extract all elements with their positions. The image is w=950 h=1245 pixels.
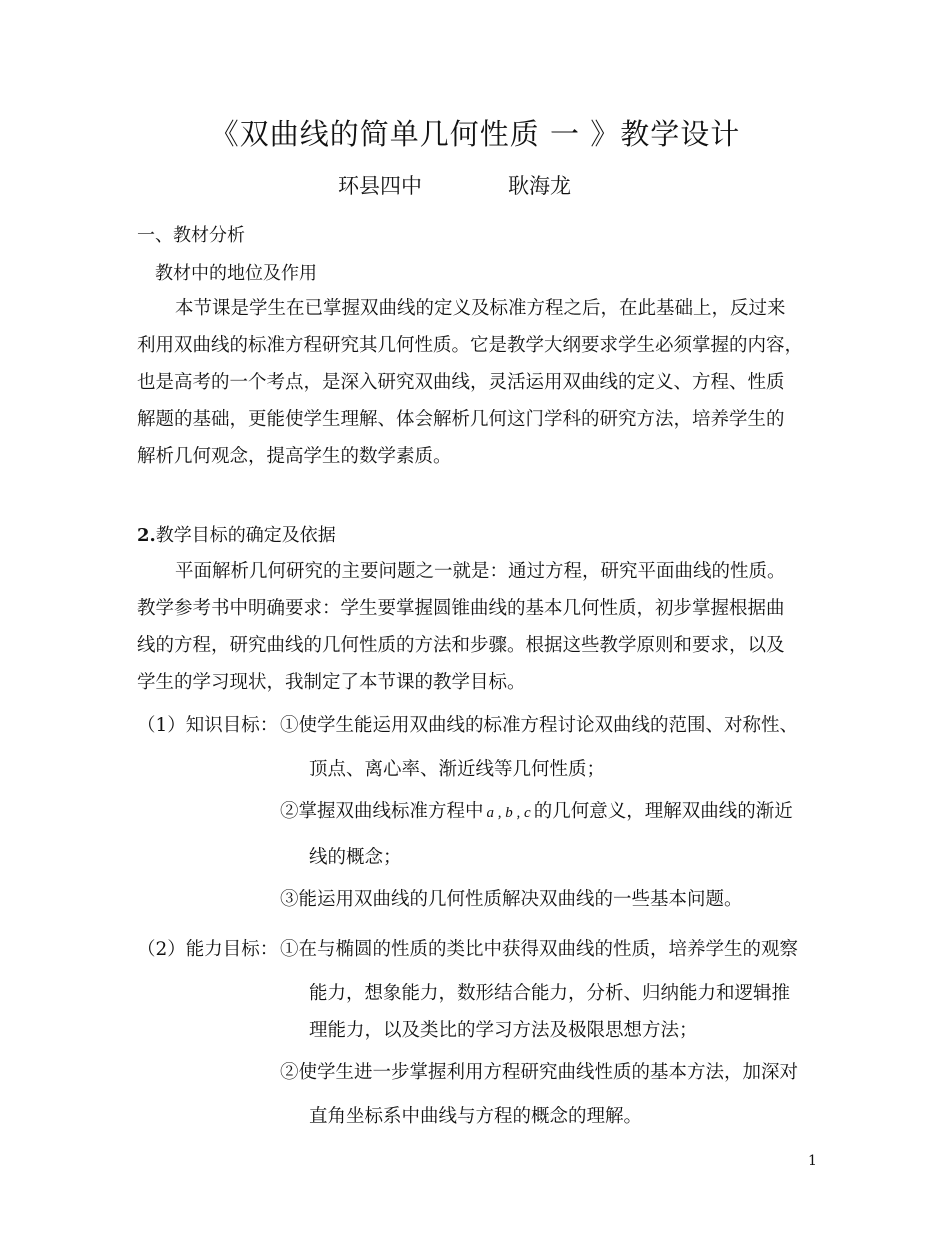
knowledge-goal-label: （1）知识目标： <box>137 715 279 736</box>
section1-para-line: 解析几何观念，提高学生的数学素质。 <box>137 446 452 467</box>
ability-goal-item-cont: 能力，想象能力，数形结合能力，分析、归纳能力和逻辑推 <box>309 983 791 1004</box>
section1-para-line: 本节课是学生在已掌握双曲线的定义及标准方程之后，在此基础上，反过来 <box>175 298 786 319</box>
section1-para-line: 也是高考的一个考点，是深入研究双曲线，灵活运用双曲线的定义、方程、性质 <box>137 372 785 393</box>
knowledge-goal-item-cont: 顶点、离心率、渐近线等几何性质； <box>309 759 606 780</box>
ability-goal-item: ②使学生进一步掌握利用方程研究曲线性质的基本方法，加深对 <box>280 1062 799 1083</box>
knowledge-goal-item-cont: 线的概念； <box>309 847 402 868</box>
section2-para-line: 学生的学习现状，我制定了本节课的教学目标。 <box>137 672 526 693</box>
page-number: 1 <box>808 1153 817 1169</box>
section1-heading: 一、教材分析 <box>137 225 245 246</box>
section1-subheading: 教材中的地位及作用 <box>155 263 317 284</box>
ability-goal-item-cont: 理能力，以及类比的学习方法及极限思想方法； <box>309 1020 698 1041</box>
knowledge-goal-item <box>280 797 793 823</box>
section2-para-line: 平面解析几何研究的主要问题之一就是：通过方程，研究平面曲线的性质。 <box>175 561 786 582</box>
document-title: 《双曲线的简单几何性质 一 》教学设计 <box>209 117 741 151</box>
knowledge-goal-item-text: 的几何意义，理解双曲线的渐近 <box>533 801 793 822</box>
ability-goal-item: ①在与椭圆的性质的类比中获得双曲线的性质，培养学生的观察 <box>280 939 799 960</box>
knowledge-goal-item: ①使学生能运用双曲线的标准方程讨论双曲线的范围、对称性、 <box>280 715 799 736</box>
section2-heading-number: 2. <box>137 525 156 546</box>
section2-para-line: 教学参考书中明确要求：学生要掌握圆锥曲线的基本几何性质，初步掌握根据曲 <box>137 598 785 619</box>
math-variables: a , b , c <box>486 805 531 821</box>
section2-heading-text: 教学目标的确定及依据 <box>155 525 336 546</box>
section2-para-line: 线的方程，研究曲线的几何性质的方法和步骤。根据这些教学原则和要求，以及 <box>137 635 785 656</box>
knowledge-goal-item: ③能运用双曲线的几何性质解决双曲线的一些基本问题。 <box>280 889 743 910</box>
section1-para-line: 利用双曲线的标准方程研究其几何性质。它是教学大纲要求学生必须掌握的内容， <box>137 335 804 356</box>
section2-heading <box>137 521 336 547</box>
author-name: 耿海龙 <box>508 174 571 198</box>
section1-para-line: 解题的基础，更能使学生理解、体会解析几何这门学科的研究方法，培养学生的 <box>137 409 785 430</box>
ability-goal-label: （2）能力目标： <box>137 939 279 960</box>
author-school: 环县四中 <box>338 174 422 198</box>
knowledge-goal-item-text: ②掌握双曲线标准方程中 <box>280 801 484 822</box>
ability-goal-item-cont: 直角坐标系中曲线与方程的概念的理解。 <box>309 1106 643 1127</box>
